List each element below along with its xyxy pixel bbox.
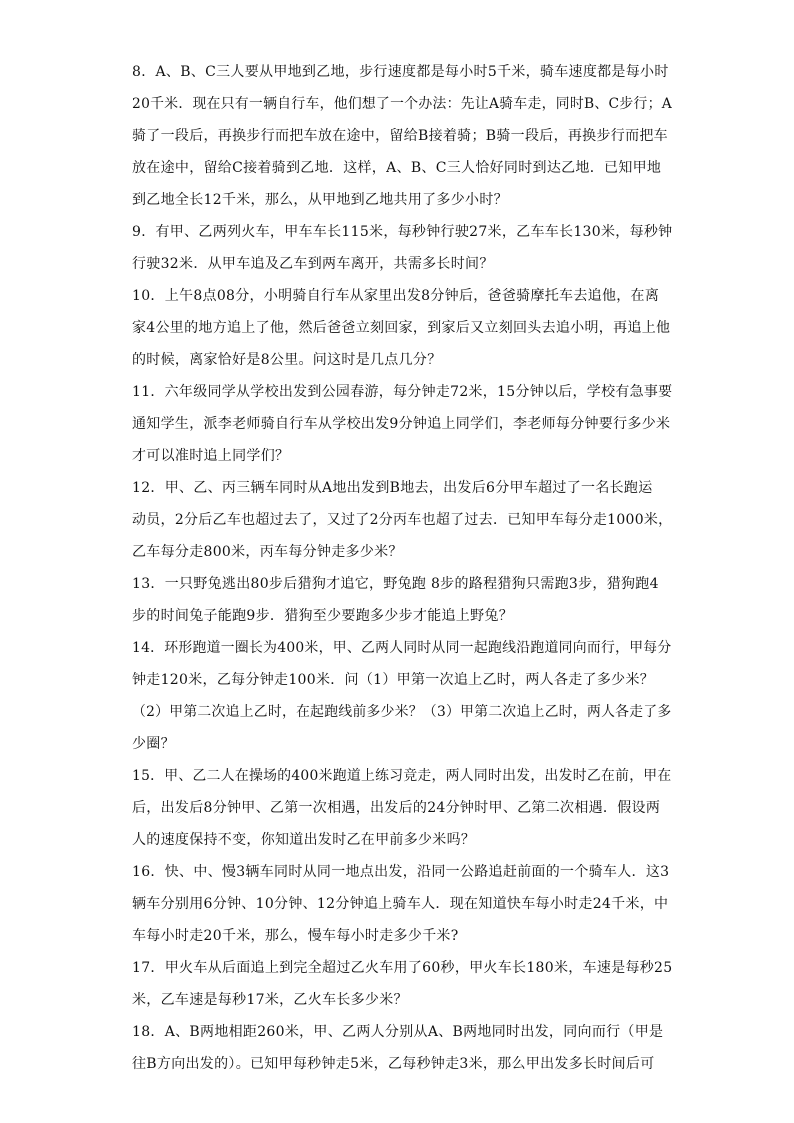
text-line: 10．上午8点08分，小明骑自行车从家里出发8分钟后，爸爸骑摩托车去追他，在离 <box>132 288 660 304</box>
text-line: 的时候，离家恰好是8公里。问这时是几点几分？ <box>132 352 442 368</box>
text-line: 17．甲火车从后面追上到完全超过乙火车用了60秒，甲火车长180米，车速是每秒25 <box>132 960 673 976</box>
text-line: 11．六年级同学从学校出发到公园春游，每分钟走72米，15分钟以后，学校有急事要 <box>132 384 673 400</box>
text-line: 人的速度保持不变，你知道出发时乙在甲前多少米吗？ <box>132 832 476 848</box>
text-line: 通知学生，派李老师骑自行车从学校出发9分钟追上同学们，李老师每分钟要行多少米 <box>132 416 671 432</box>
text-line: 后，出发后8分钟甲、乙第一次相遇，出发后的24分钟时甲、乙第二次相遇．假设两 <box>132 800 661 816</box>
text-line: 往B方向出发的）。已知甲每秒钟走5米，乙每秒钟走3米，那么甲出发多长时间后可 <box>132 1056 655 1072</box>
text-line: 骑了一段后，再换步行而把车放在途中，留给B接着骑；B骑一段后，再换步行而把车 <box>132 128 668 144</box>
text-line: 少圈？ <box>132 736 175 752</box>
text-line: 行驶32米．从甲车追及乙车到两车离开，共需多长时间？ <box>132 256 494 272</box>
text-line: 车每小时走20千米，那么，慢车每小时走多少千米? <box>132 928 459 944</box>
text-line: 到乙地全长12千米，那么，从甲地到乙地共用了多少小时？ <box>132 192 508 208</box>
text-line: 米，乙车速是每秒17米，乙火车长多少米？ <box>132 992 408 1008</box>
text-line: 12．甲、乙、丙三辆车同时从A地出发到B地去，出发后6分甲车超过了一名长跑运 <box>132 480 653 496</box>
text-line: 15．甲、乙二人在操场的400米跑道上练习竞走，两人同时出发，出发时乙在前，甲在 <box>132 768 672 784</box>
text-line: 乙车每分走800米，丙车每分钟走多少米？ <box>132 544 403 560</box>
text-line: 步的时间兔子能跑9步．猎狗至少要跑多少步才能追上野兔？ <box>132 608 514 624</box>
text-line: 才可以准时追上同学们？ <box>132 448 290 464</box>
text-line: 家4公里的地方追上了他，然后爸爸立刻回家，到家后又立刻回头去追小明，再追上他 <box>132 320 671 336</box>
text-line: （2）甲第二次追上乙时，在起跑线前多少米？（3）甲第二次追上乙时，两人各走了多 <box>132 704 672 720</box>
text-line: 钟走120米，乙每分钟走100米．问（1）甲第一次追上乙时，两人各走了多少米？ <box>132 672 655 688</box>
text-line: 20千米．现在只有一辆自行车，他们想了一个办法：先让A骑车走，同时B、C步行；A <box>132 96 673 112</box>
text-line: 8．A、B、C三人要从甲地到乙地，步行速度都是每小时5千米，骑车速度都是每小时 <box>132 64 669 80</box>
text-line: 13．一只野兔逃出80步后猎狗才追它，野兔跑 8步的路程猎狗只需跑3步，猎狗跑4 <box>132 576 659 592</box>
text-line: 动员，2分后乙车也超过去了，又过了2分丙车也超了过去．已知甲车每分走1000米， <box>132 512 673 528</box>
text-line: 放在途中，留给C接着骑到乙地．这样，A、B、C三人恰好同时到达乙地．已知甲地 <box>132 160 662 176</box>
text-line: 16．快、中、慢3辆车同时从同一地点出发，沿同一公路追赶前面的一个骑车人．这3 <box>132 864 670 880</box>
text-line: 辆车分别用6分钟、10分钟、12分钟追上骑车人．现在知道快车每小时走24千米，中 <box>132 896 669 912</box>
text-line: 18．A、B两地相距260米，甲、乙两人分别从A、B两地同时出发，同向而行（甲是 <box>132 1024 664 1040</box>
text-line: 9．有甲、乙两列火车，甲车车长115米，每秒钟行驶27米，乙车车长130米，每秒钟 <box>132 224 673 240</box>
text-line: 14．环形跑道一圈长为400米，甲、乙两人同时从同一起跑线沿跑道同向而行，甲每分 <box>132 640 672 656</box>
